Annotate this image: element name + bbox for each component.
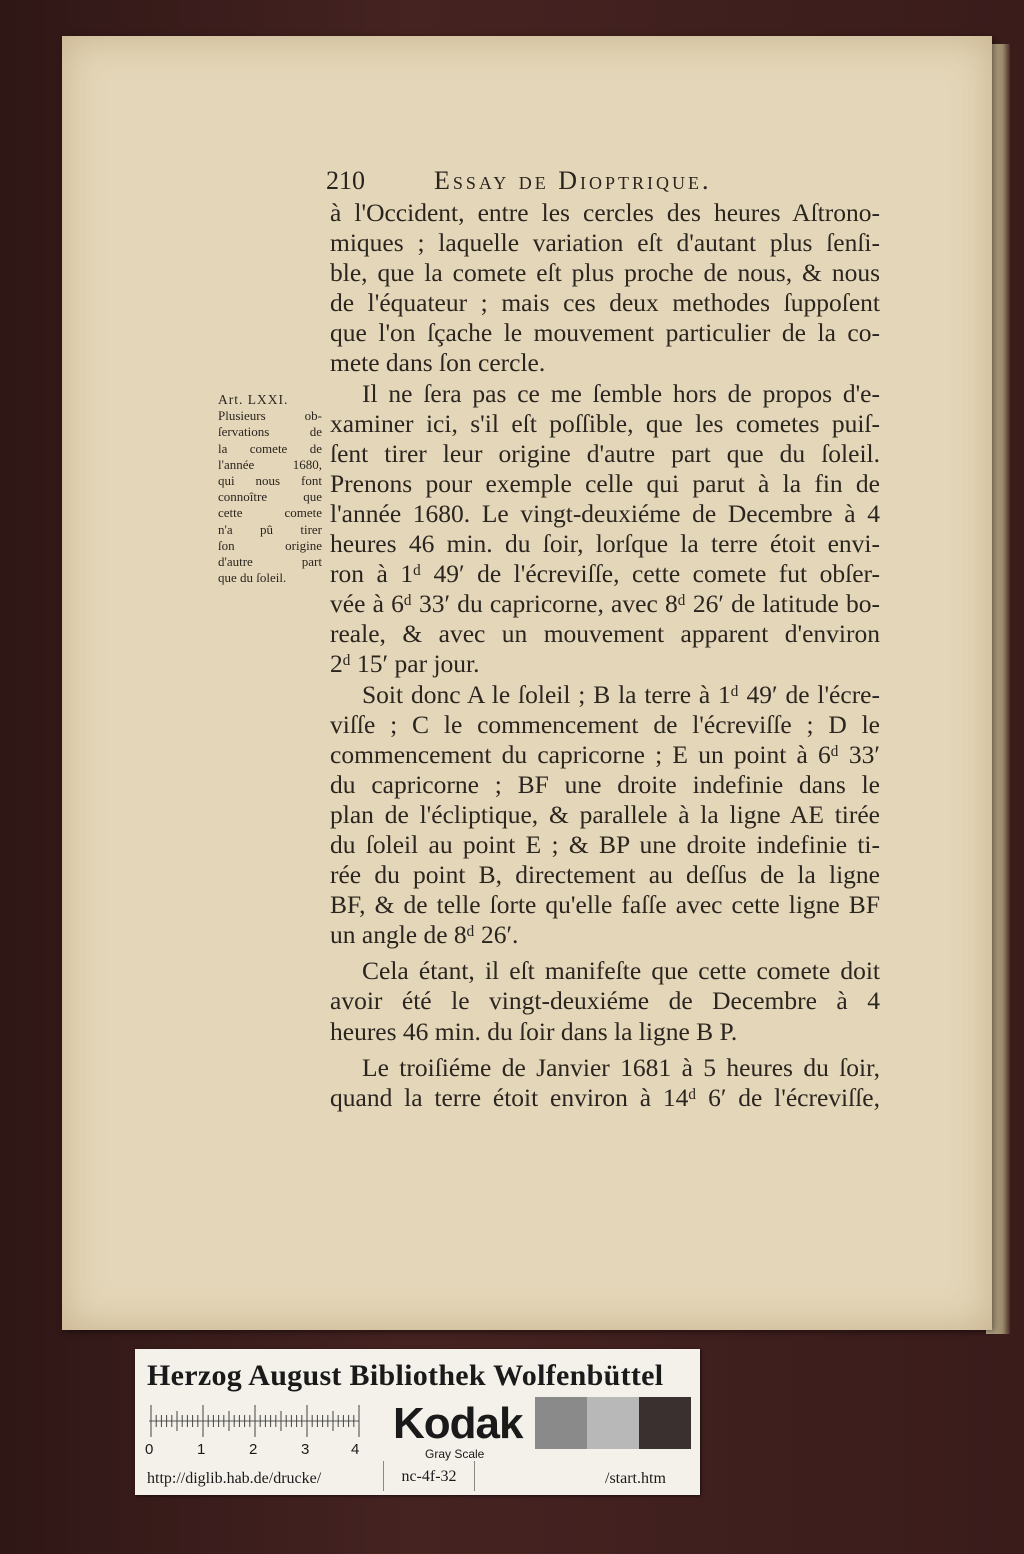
text-line: ſent tirer leur origine d'autre part que du ſoleil. [330, 438, 880, 468]
gray-swatches [535, 1397, 691, 1449]
text-line: heures 46 min. du ſoir, lorſque la terre étoit envi- [330, 529, 880, 559]
margin-note-line: connoître que [218, 489, 322, 505]
gray-swatch [639, 1397, 691, 1449]
text-line: à l'Occident, entre les cercles des heures Aſtrono- [330, 198, 880, 227]
margin-note-line: ſervations de [218, 424, 322, 440]
text-line: Le troiſiéme de Janvier 1681 à 5 heures du ſoir, [362, 1052, 880, 1082]
margin-note-line: ſon origine [218, 537, 322, 553]
paragraph [330, 1053, 880, 1113]
text-line: l'année 1680. Le vingt-deuxiéme de Decembre à 4 [330, 498, 880, 528]
margin-note [218, 392, 322, 586]
text-line: miques ; laquelle variation eſt d'autant plus ſenſi- [330, 228, 880, 258]
text-line: plan de l'écliptique, & parallele à la ligne AE tirée [330, 799, 880, 829]
margin-note-line: Plusieurs ob- [218, 408, 322, 424]
text-line: du capricorne ; BF une droite indefinie dans le [330, 769, 880, 799]
paragraph [330, 198, 880, 379]
text-line: de l'équateur ; mais ces deux methodes ſuppoſent [330, 288, 880, 318]
paragraph [330, 379, 880, 680]
text-line: rée du point B, directement au deſſus de la ligne [330, 860, 880, 890]
text-line: que l'on ſçache le mouvement particulier de la co- [330, 318, 880, 348]
library-name: Herzog August Bibliothek Wolfenbüttel [147, 1359, 664, 1392]
page-number: 210 [326, 166, 365, 195]
text-line: Soit donc A le ſoleil ; B la terre à 1ᵈ 49′ de l'écre- [362, 679, 880, 709]
margin-note-line: l'année 1680, [218, 456, 322, 472]
kodak-logo: Kodak [393, 1399, 523, 1448]
margin-note-line: que du ſoleil. [218, 570, 287, 586]
margin-note-line: qui nous font [218, 472, 322, 488]
page-header [326, 166, 786, 200]
text-line: avoir été le vingt-deuxiéme de Decembre à 4 [330, 986, 880, 1016]
margin-note-line: d'autre part [218, 553, 322, 569]
url-footer [135, 1461, 700, 1495]
gray-swatch [535, 1397, 587, 1449]
text-line: quand la terre étoit environ à 14ᵈ 6′ de l'écreviſſe, [330, 1082, 880, 1112]
url-base: http://diglib.hab.de/drucke/ [147, 1470, 322, 1487]
text-line: BF, & de telle ſorte qu'elle faſſe avec cette ligne BF [330, 890, 880, 920]
text-line: Il ne ſera pas ce me ſemble hors de propos d'e- [362, 378, 880, 408]
text-line: Cela étant, il eſt manifeſte que cette comete doit [362, 956, 880, 986]
paragraph [330, 956, 880, 1046]
margin-note-line: Art. LXXI. [218, 392, 289, 407]
ruler-label: 3 [301, 1441, 310, 1458]
ruler-scale [149, 1403, 369, 1439]
text-line: viſſe ; C le commencement de l'écreviſſe ; D le [330, 709, 880, 739]
ruler-label: 2 [249, 1441, 258, 1458]
running-title: Essay de Dioptrique. [434, 166, 712, 195]
library-color-strip [135, 1349, 700, 1495]
margin-note-line: n'a pû tirer [218, 521, 322, 537]
ruler-label: 0 [145, 1441, 154, 1458]
text-line: un angle de 8ᵈ 26′. [330, 920, 519, 950]
text-line: mete dans ſon cercle. [330, 348, 546, 378]
text-line: reale, & avec un mouvement apparent d'environ [330, 619, 880, 649]
text-line: Prenons pour exemple celle qui parut à la fin de [330, 468, 880, 498]
text-line: vée à 6ᵈ 33′ du capricorne, avec 8ᵈ 26′ de latitude bo- [330, 589, 880, 619]
body-text [330, 198, 880, 1113]
ruler-label: 4 [351, 1441, 360, 1458]
text-line: ron à 1ᵈ 49′ de l'écreviſſe, cette comete fut obſer- [330, 559, 880, 589]
text-line: ble, que la comete eſt plus proche de nous, & nous [330, 258, 880, 288]
text-line: du ſoleil au point E ; & BP une droite indefinie ti- [330, 829, 880, 859]
gray-scale-label: Gray Scale [425, 1447, 485, 1461]
ruler-label: 1 [197, 1441, 206, 1458]
ruler-labels [145, 1441, 385, 1461]
shelfmark-code: nc-4f-32 [383, 1461, 475, 1491]
url-suffix: /start.htm [605, 1470, 666, 1487]
text-line: commencement du capricorne ; E un point à 6ᵈ 33′ [330, 739, 880, 769]
text-line: heures 46 min. du ſoir dans la ligne B P. [330, 1016, 738, 1046]
margin-note-line: cette comete [218, 505, 322, 521]
text-line: xaminer ici, s'il eſt poſſible, que les cometes puiſ- [330, 408, 880, 438]
gray-swatch [587, 1397, 639, 1449]
margin-note-line: la comete de [218, 440, 322, 456]
text-line: 2ᵈ 15′ par jour. [330, 649, 480, 679]
paragraph [330, 680, 880, 951]
